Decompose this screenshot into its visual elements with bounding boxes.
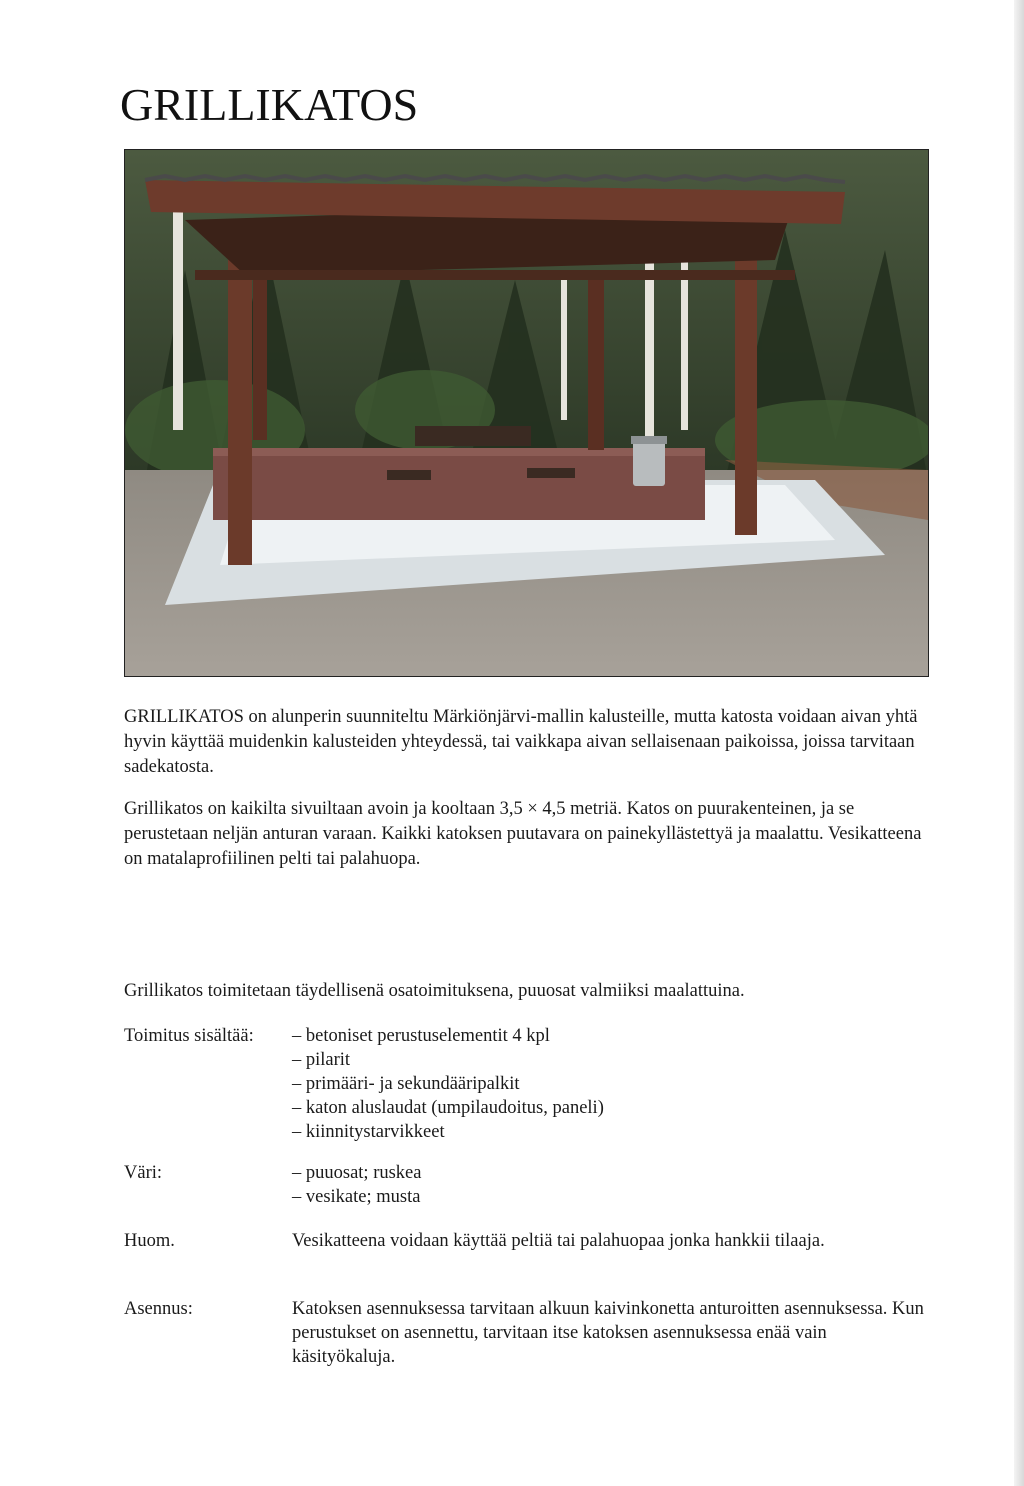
note-label: Huom. — [124, 1231, 175, 1251]
list-item: – pilarit — [292, 1048, 930, 1072]
color-list — [292, 1161, 930, 1209]
install-section — [124, 1297, 930, 1377]
shelter-photo — [124, 149, 929, 677]
shelter-illustration — [125, 150, 928, 676]
note-section — [124, 1229, 930, 1257]
list-item: – betoniset perustuselementit 4 kpl — [292, 1024, 930, 1048]
delivery-list-wrapper — [292, 1024, 930, 1144]
list-item: – puuosat; ruskea — [292, 1161, 930, 1185]
page-edge — [1014, 0, 1024, 1486]
intro-paragraph: GRILLIKATOS on alunperin suunniteltu Märkiönjärvi-mallin kalusteille, mutta katosta voidaan aivan yhtä hyvin käyttää muidenkin kalusteiden yhteydessä, tai vaikkapa aivan sellaisenaan paikoissa, joissa tarvitaan sadekatosta. — [124, 707, 918, 777]
delivery-label: Toimitus sisältää: — [124, 1026, 254, 1046]
description-paragraph: Grillikatos on kaikilta sivuiltaan avoin ja kooltaan 3,5 × 4,5 metriä. Katos on puurakenteinen, ja se perustetaan neljän anturan varaan. Kaikki katoksen puutavara on painekyllästettyä ja maalattu. Vesikatteena on matalaprofiilinen pelti tai palahuopa. — [124, 799, 922, 869]
page-title: GRILLIKATOS — [120, 79, 419, 130]
list-item: – kiinnitystarvikkeet — [292, 1120, 930, 1144]
color-section — [124, 1161, 930, 1211]
install-label: Asennus: — [124, 1299, 193, 1319]
list-item: – vesikate; musta — [292, 1185, 930, 1209]
note-text: Vesikatteena voidaan käyttää peltiä tai palahuopaa jonka hankkii tilaaja. — [292, 1231, 825, 1251]
delivery-paragraph: Grillikatos toimitetaan täydellisenä osatoimituksena, puuosat valmiiksi maalattuina. — [124, 981, 745, 1001]
delivery-list — [292, 1024, 930, 1144]
list-item: – primääri- ja sekundääripalkit — [292, 1072, 930, 1096]
list-item: – katon aluslaudat (umpilaudoitus, paneli) — [292, 1096, 930, 1120]
color-label: Väri: — [124, 1163, 163, 1183]
install-text: Katoksen asennuksessa tarvitaan alkuun kaivinkonetta anturoitten asennuksessa. Kun perustukset on asennettu, tarvitaan itse katoksen asennuksessa enää vain käsityökaluja. — [292, 1299, 924, 1367]
delivery-section — [124, 1024, 930, 1144]
color-list-wrapper — [292, 1161, 930, 1209]
